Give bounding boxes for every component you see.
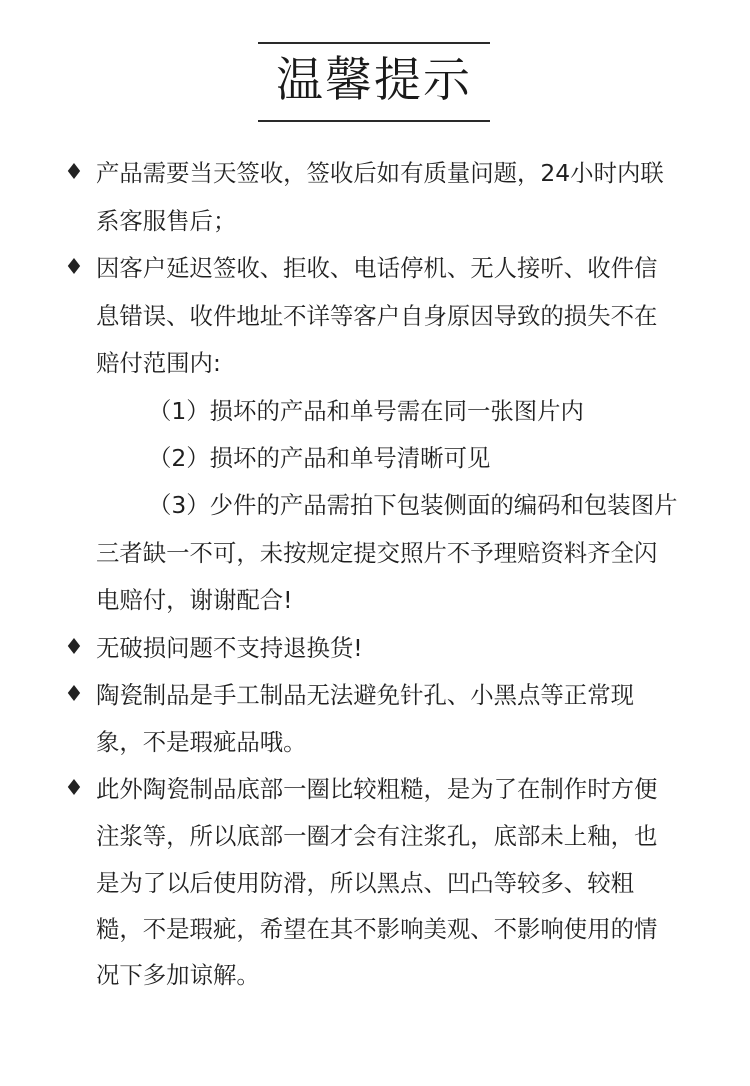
diamond-bullet-icon: ♦	[64, 255, 84, 280]
diamond-bullet-icon: ♦	[64, 776, 84, 801]
notice-line: 息错误、收件地址不详等客户自身原因导致的损失不在	[96, 302, 658, 330]
notice-line: 产品需要当天签收，签收后如有质量问题，24小时内联	[96, 159, 664, 187]
page-title: 温馨提示	[276, 53, 472, 108]
notice-line: 因客户延迟签收、拒收、电话停机、无人接听、收件信	[96, 254, 658, 282]
notice-line: 是为了以后使用防滑，所以黑点、凹凸等较多、较粗	[96, 869, 634, 897]
diamond-bullet-icon: ♦	[64, 635, 84, 660]
notice-subitem: （3）少件的产品需拍下包装侧面的编码和包装图片	[148, 491, 678, 519]
notice-subitem: （2）损坏的产品和单号清晰可见	[148, 444, 491, 472]
diamond-bullet-icon: ♦	[64, 682, 84, 707]
notice-line: 赔付范围内:	[96, 349, 221, 377]
notice-line: 三者缺一不可，未按规定提交照片不予理赔资料齐全闪	[96, 539, 658, 567]
title-bottom-rule	[258, 120, 490, 122]
title-top-rule	[258, 42, 490, 44]
notice-line: 象，不是瑕疵品哦。	[96, 728, 307, 756]
title-block	[258, 42, 490, 122]
notice-line: 陶瓷制品是手工制品无法避免针孔、小黑点等正常现	[96, 681, 634, 709]
notice-line: 系客服售后；	[96, 207, 237, 235]
notice-line: 注浆等，所以底部一圈才会有注浆孔，底部未上釉，也	[96, 822, 658, 850]
notice-line: 糙，不是瑕疵，希望在其不影响美观、不影响使用的情	[96, 915, 658, 943]
notice-line: 无破损问题不支持退换货!	[96, 634, 363, 662]
notice-line: 况下多加谅解。	[96, 961, 260, 989]
diamond-bullet-icon: ♦	[64, 160, 84, 185]
notice-subitem: （1）损坏的产品和单号需在同一张图片内	[148, 397, 584, 425]
notice-line: 此外陶瓷制品底部一圈比较粗糙，是为了在制作时方便	[96, 775, 658, 803]
notice-line: 电赔付，谢谢配合!	[96, 586, 293, 614]
